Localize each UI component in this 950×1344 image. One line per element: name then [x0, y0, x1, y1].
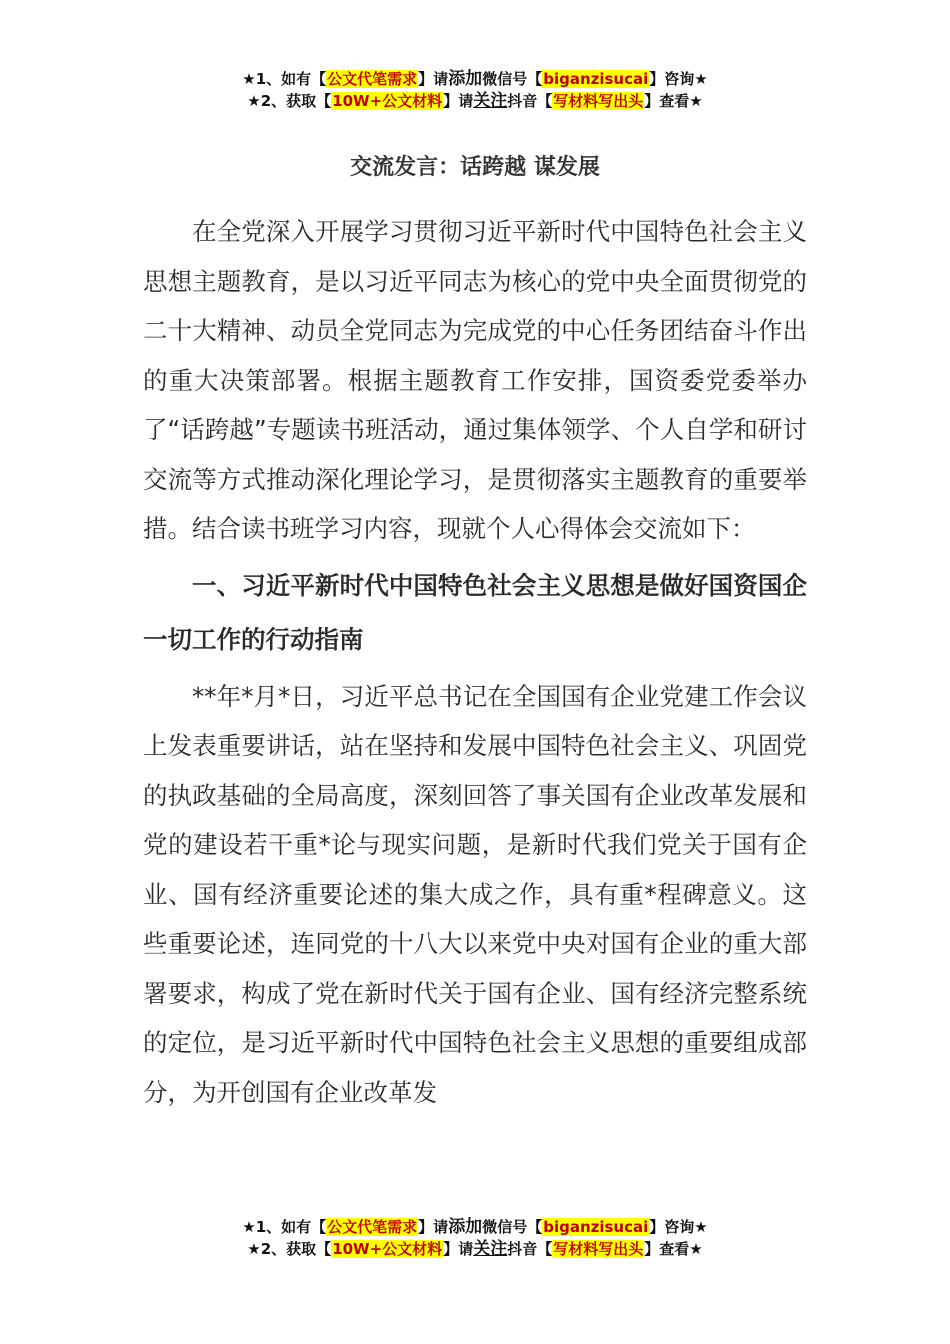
promo-header — [0, 68, 950, 112]
emphasis-add: 添加 — [448, 69, 483, 89]
promo-line-2: ★2、获取【10W+公文材料】请关注抖音【写材料写出头】查看★ — [247, 1239, 703, 1259]
document-body — [143, 207, 807, 1117]
highlight-materials: 10W+公文材料 — [332, 1240, 443, 1258]
wechat-id: biganzisucai — [543, 1218, 649, 1236]
highlight-service: 公文代笔需求 — [327, 1218, 418, 1236]
body-paragraph-2: **年*月*日，习近平总书记在全国国有企业党建工作会议上发表重要讲话，站在坚持和发展中国特色社会主义、巩固党的执政基础的全局高度，深刻回答了事关国有企业改革发展和党的建设若干重*论与现实问题，是新时代我们党关于国有企业、国有经济重要论述的集大成之作，具有重*程碑意义。这些重要论述，连同党的十八大以来党中央对国有企业的重大部署要求，构成了党在新时代关于国有企业、国有经济完整系统的定位，是习近平新时代中国特色社会主义思想的重要组成部分，为开创国有企业改革发 — [143, 681, 807, 1107]
wechat-id: biganzisucai — [543, 70, 649, 88]
promo-line-2: ★2、获取【10W+公文材料】请关注抖音【写材料写出头】查看★ — [247, 91, 703, 111]
douyin-account: 写材料写出头 — [553, 1240, 644, 1258]
emphasis-follow: 关注 — [473, 91, 508, 111]
promo-line-1: ★1、如有【公文代笔需求】请添加微信号【biganzisucai】咨询★ — [242, 1217, 708, 1237]
douyin-account: 写材料写出头 — [553, 92, 644, 110]
highlight-materials: 10W+公文材料 — [332, 92, 443, 110]
emphasis-add: 添加 — [448, 1217, 483, 1237]
section-heading-1: 一、习近平新时代中国特色社会主义思想是做好国资国企一切工作的行动指南 — [143, 570, 807, 654]
emphasis-follow: 关注 — [473, 1239, 508, 1259]
body-paragraph-1: 在全党深入开展学习贯彻习近平新时代中国特色社会主义思想主题教育，是以习近平同志为核心的党中央全面贯彻党的二十大精神、动员全党同志为完成党的中心任务团结奋斗作出的重大决策部署。根据主题教育工作安排，国资委党委举办了“话跨越”专题读书班活动，通过集体领学、个人自学和研讨交流等方式推动深化理论学习，是贯彻落实主题教育的重要举措。结合读书班学习内容，现就个人心得体会交流如下： — [143, 217, 807, 543]
promo-line-1: ★1、如有【公文代笔需求】请添加微信号【biganzisucai】咨询★ — [242, 69, 708, 89]
promo-footer — [0, 1216, 950, 1260]
highlight-service: 公文代笔需求 — [327, 70, 418, 88]
document-title: 交流发言：话跨越 谋发展 — [350, 155, 600, 180]
